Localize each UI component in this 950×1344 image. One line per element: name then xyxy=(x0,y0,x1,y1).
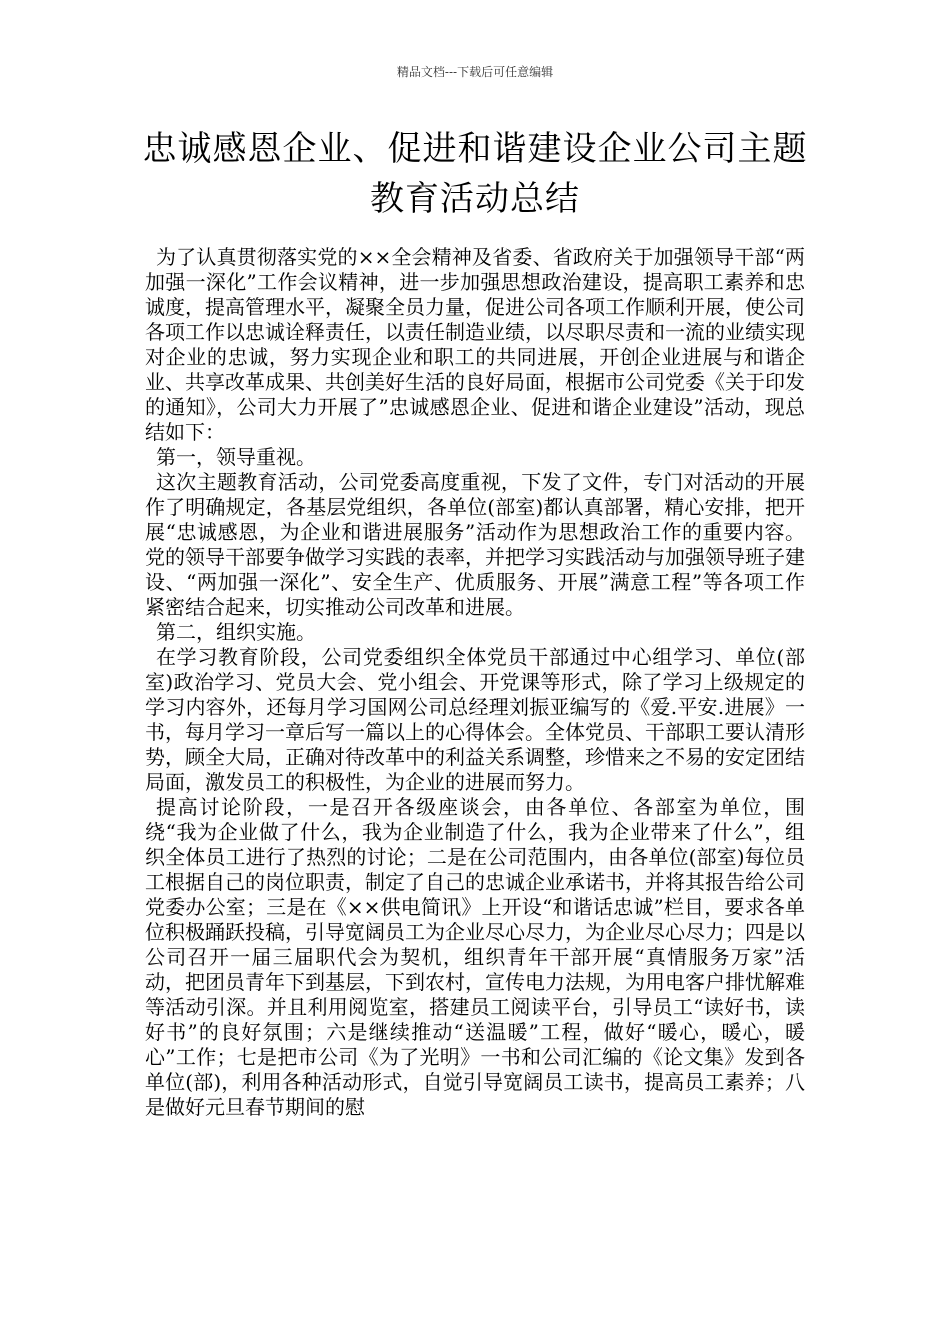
body-paragraph: 这次主题教育活动，公司党委高度重视，下发了文件，专门对活动的开展作了明确规定，各基层党组织，各单位(部室)都认真部署，精心安排，把开展“忠诚感恩，为企业和谐进展服务”活动作为思想政治工作的重要内容。党的领导干部要争做学习实践的表率，并把学习实践活动与加强领导班子建设、“两加强一深化”、安全生产、优质服务、开展”满意工程”等各项工作紧密结合起来，切实推动公司改革和进展。 xyxy=(145,470,805,619)
intro-paragraph: 为了认真贯彻落实党的××全会精神及省委、省政府关于加强领导干部“两加强一深化”工作会议精神，进一步加强思想政治建设，提高职工素养和忠诚度，提高管理水平，凝聚全员力量，促进公司各项工作顺利开展，使公司各项工作以忠诚诠释责任，以责任制造业绩，以尽职尽责和一流的业绩实现对企业的忠诚，努力实现企业和职工的共同进展，开创企业进展与和谐企业、共享改革成果、共创美好生活的良好局面，根据市公司党委《关于印发的通知》，公司大力开展了”忠诚感恩企业、促进和谐企业建设”活动，现总结如下： xyxy=(145,245,805,444)
section-heading-2: 第二，组织实施。 xyxy=(156,620,316,644)
document-body xyxy=(145,245,805,1120)
document-title: 忠诚感恩企业、促进和谐建设企业公司主题教育活动总结 xyxy=(142,129,808,219)
body-paragraph: 在学习教育阶段，公司党委组织全体党员干部通过中心组学习、单位(部室)政治学习、党员大会、党小组会、开党课等形式，除了学习上级规定的学习内容外，还每月学习国网公司总经理刘振亚编写的《爱.平安.进展》一书，每月学习一章后写一篇以上的心得体会。全体党员、干部职工要认清形势，顾全大局，正确对待改革中的利益关系调整，珍惜来之不易的安定团结局面，激发员工的积极性，为企业的进展而努力。 xyxy=(145,645,805,794)
header-watermark: 精品文档---下载后可任意编辑 xyxy=(396,65,554,79)
section-heading-1: 第一，领导重视。 xyxy=(156,445,316,469)
body-paragraph: 提高讨论阶段，一是召开各级座谈会，由各单位、各部室为单位，围绕“我为企业做了什么，我为企业制造了什么，我为企业带来了什么”，组织全体员工进行了热烈的讨论；二是在公司范围内，由各单位(部室)每位员工根据自己的岗位职责，制定了自己的忠诚企业承诺书，并将其报告给公司党委办公室；三是在《××供电简讯》上开设“和谐话忠诚”栏目，要求各单位积极踊跃投稿，引导宽阔员工为企业尽心尽力，为企业尽心尽力；四是以公司召开一届三届职代会为契机，组织青年干部开展“真情服务万家”活动，把团员青年下到基层，下到农村，宣传电力法规，为用电客户排忧解难等活动引深。并且利用阅览室，搭建员工阅读平台，引导员工“读好书，读好书”的良好氛围；六是继续推动“送温暖”工程，做好“暖心，暖心，暖心”工作；七是把市公司《为了光明》一书和公司汇编的《论文集》发到各单位(部)，利用各种活动形式，自觉引导宽阔员工读书，提高员工素养；八是做好元旦春节期间的慰 xyxy=(145,795,805,1119)
